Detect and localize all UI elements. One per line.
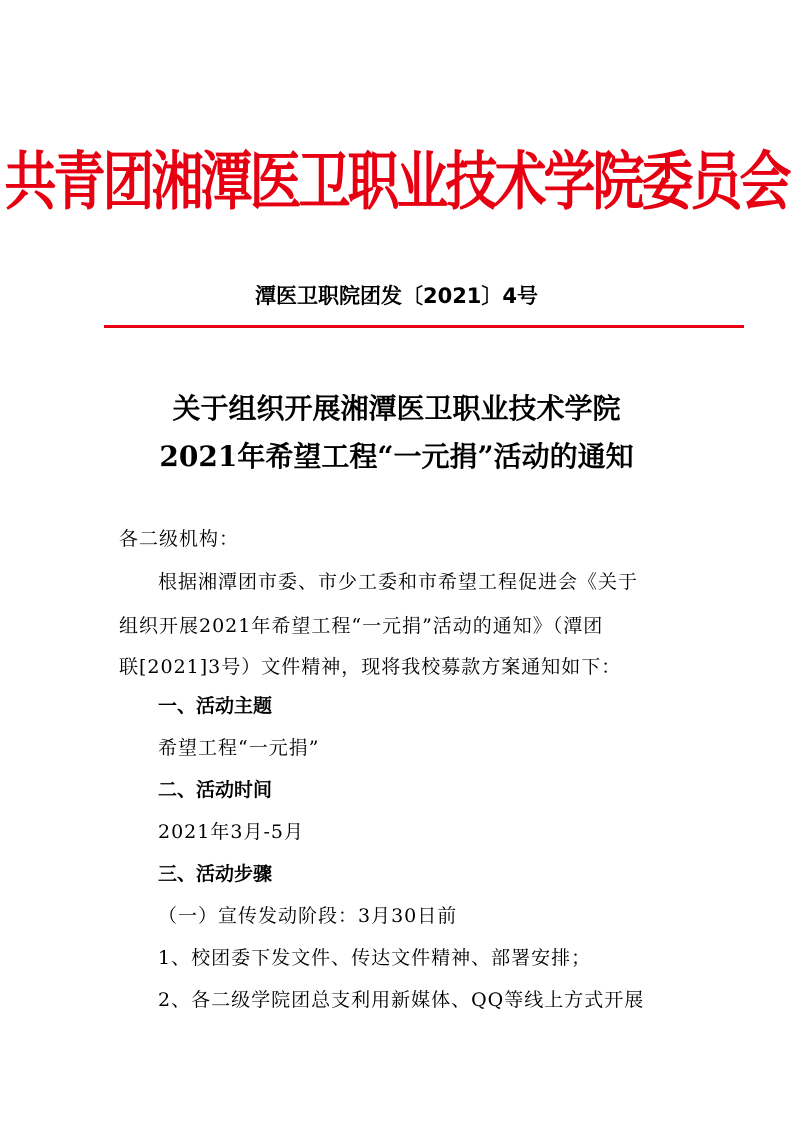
notice-title-line-2: 2021年希望工程“一元捐”活动的通知 <box>159 440 634 473</box>
intro-paragraph-line-1: 根据湘潭团市委、市少工委和市希望工程促进会《关于 <box>158 571 639 593</box>
salutation: 各二级机构： <box>119 528 240 550</box>
intro-paragraph-line-2: 组织开展2021年希望工程“一元捐”活动的通知》（潭团 <box>119 615 604 637</box>
section-1-heading: 一、活动主题 <box>158 695 273 717</box>
intro-paragraph-line-3: 联[2021]3号）文件精神，现将我校募款方案通知如下： <box>119 656 622 678</box>
section-3-heading: 三、活动步骤 <box>158 863 273 885</box>
notice-title-line-1: 关于组织开展湘潭医卫职业技术学院 <box>172 392 621 425</box>
step-1-item-2: 2、各二级学院团总支利用新媒体、QQ等线上方式开展 <box>158 989 645 1011</box>
step-1-item-1: 1、校团委下发文件、传达文件精神、部署安排； <box>158 947 592 969</box>
document-number: 潭医卫职院团发〔2021〕4号 <box>254 284 539 308</box>
section-1-content: 希望工程“一元捐” <box>158 737 320 759</box>
organization-header: 共青团湘潭医卫职业技术学院委员会 <box>4 146 789 220</box>
section-2-content: 2021年3月-5月 <box>158 821 304 843</box>
section-2-heading: 二、活动时间 <box>158 779 273 801</box>
red-divider-line <box>104 325 744 328</box>
step-1-heading: （一）宣传发动阶段：3月30日前 <box>158 905 458 927</box>
